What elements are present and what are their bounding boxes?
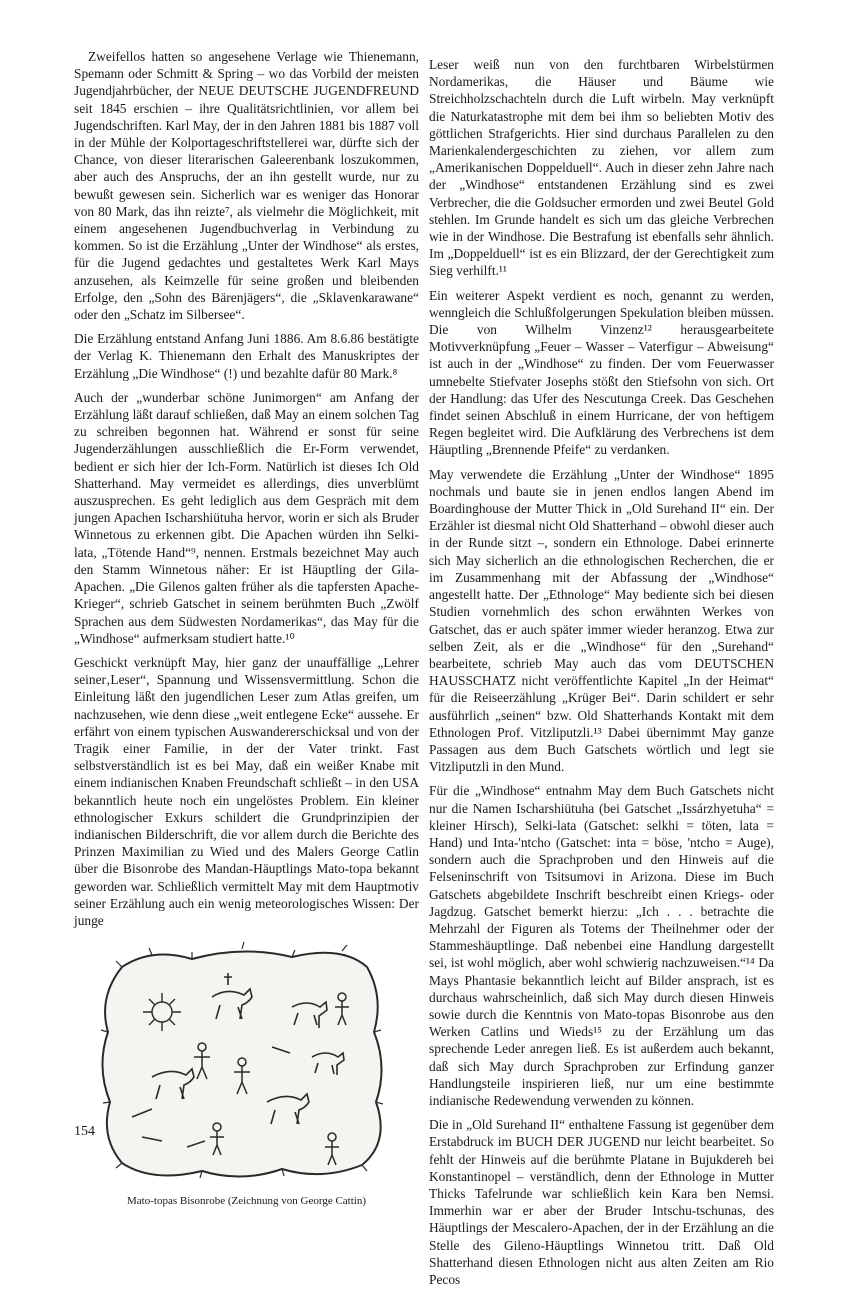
page-number: 154: [74, 1124, 95, 1139]
paragraph: Die in „Old Surehand II“ enthaltene Fassung ist gegenüber dem Erstabdruck im BUCH DER JUGEND nur leicht bearbeitet. So fehlt der Hinweis auf die berühmte Platane in Bujukdereh bei Konstantinopel – verständlich, denn der Ethnologe in Mutter Thicks Tafelrunde war schließlich kein Kara ben Nemsi. Immerhin war er aber der Bruder Intschu-tschunas, des Häuptlings der Mescalero-Apachen, der in der Erzählung an die Stelle des Gileno-Häuptlings Winnetou tritt. Daß Old Shatterhand diesen Ethnologen nicht aus alten Zeiten am Rio Pecos: [429, 1117, 774, 1288]
paragraph: Geschickt verknüpft May, hier ganz der unauffällige „Lehrer seiner‚Leser“, Spannung und Wissensvermittlung. Schon die Einleitung läßt den jugendlichen Leser zum Atlas greifen, um nachzusehen, wie denn diese „weit entlegene Ecke“ aussehe. Er erfährt von einem typischen Auswandererschicksal und von der Tragik einer Familie, in der der Vater trinkt. Fast selbstverständlich ist es bei May, daß ein weißer Knabe mit einem indianischen Knaben Freundschaft schließt – in den USA bekanntlich heute noch ein ungelöstes Problem. Ein kleiner ethnologischer Exkurs schildert die Grundprinzipien der indianischen Bilderschrift, die vor allem durch die Berichte des Prinzen Maximilian zu Wied und des Malers George Catlin über die Bisonrobe des Mandan-Häuptlings Mato-topa bekannt geworden war. Schließlich vermittelt May mit dem Hauptmotiv seiner Erzählung auch ein wenig meteorologisches Wissen: Der junge: [74, 654, 419, 928]
paragraph: Ein weiterer Aspekt verdient es noch, genannt zu werden, wenngleich die Schlußfolgerungen Spekulation bleiben müssen. Die von Wilhelm Vinzenz¹² herausgearbeitete Motivverknüpfung „Feuer – Wasser – Vaterfigur – Abweisung“ ist auch in der „Windhose“ zu finden. Der vom Feuerwasser umnebelte Stiefvater Josephs stößt den Stiefsohn von sich. Ort der Handlung: das Ufer des Nescutunga Creek. Das Geschehen findet seinen Abschluß in einem Hurricane, der von heftigem Regen begleitet wird. Die Aufklärung des Verbrechens ist dem Häuptling „Brennende Pfeife“ zu verdanken.: [429, 287, 774, 458]
paragraph: Auch der „wunderbar schöne Junimorgen“ am Anfang der Erzählung läßt darauf schließen, daß May an einem solchen Tag zu schreiben begonnen hat. Während er sonst für seine Jugenderzählungen ausschließlich die Er-Form verwendet, bedient er sich hier der Ich-Form. Natürlich ist dieses Ich Old Shatterhand. May vermeidet es allerdings, dies unverblümt auszusprechen. Es geht lediglich aus dem Gespräch mit dem jungen Apachen Ischarshiütuha hervor, worin er sich als Bruder Winnetous zu erkennen gibt. Die Apachen würden ihn Selki-lata, „Tötende Hand“⁹, nennen. Erstmals bezeichnet May auch den Stamm Winnetous näher: Er ist Häuptling der Gila-Apachen. „Die Gilenos galten früher als die tapfersten Apache-Krieger“, schrieb Gatschet in seinem berühmten Buch „Zwölf Sprachen aus dem Südwesten Nordamerikas“, das May für die „Windhose“ aufmerksam studiert hatte.¹⁰: [74, 389, 419, 646]
paragraph: Die Erzählung entstand Anfang Juni 1886. Am 8.6.86 bestätigte der Verlag K. Thienemann den Erhalt des Manuskriptes der Erzählung „Die Windhose“ (!) und bezahlte dafür 80 Mark.⁸: [74, 331, 419, 381]
figure-caption: Mato-topas Bisonrobe (Zeichnung von George Cattin): [127, 1195, 366, 1208]
bison-robe-illustration: [92, 937, 392, 1187]
right-column: [429, 56, 774, 1295]
paragraph: Zweifellos hatten so angesehene Verlage wie Thienemann, Spemann oder Schmitt & Spring – wo das Vorbild der meisten Jugendjahrbücher, der NEUE DEUTSCHE JUGENDFREUND seit 1845 erschien – ihre Qualitätsrichtlinien, vor allem bei Jugendschriften. Karl May, der in den Jahren 1881 bis 1887 voll in der Mühle der Kolportageschriftstellerei war, dürfte sich der Chance, von dieser literarischen Galeerenbank loszukommen, aber auch des Anspruchs, der an ihn gestellt wurde, nur zu bewußt gewesen sein. Sicherlich war es weniger das Honorar von 80 Mark, das ihn reizte⁷, als vielmehr die Möglichkeit, mit einem angesehenen Jugendbuchverlag in Verbindung zu kommen. So ist die Erzählung „Unter der Windhose“ als erstes, für die Jugend gedachtes und gestaltetes Werk Karl Mays anzusehen, als Keimzelle für seine großen und bleibenden Erfolge, den „Sohn des Bärenjägers“, die „Sklavenkarawane“ oder den „Schatz im Silbersee“.: [74, 49, 419, 323]
paragraph: May verwendete die Erzählung „Unter der Windhose“ 1895 nochmals und baute sie in jenen endlos langen Abend im Boardinghouse der Mutter Thick in „Old Surehand II“ ein. Der Erzähler ist diesmal nicht Old Shatterhand – obwohl dieser auch in der Runde sitzt –, sondern ein Ethnologe. Dabei erinnerte sich May sicherlich an die ethnologischen Recherchen, die er im Zusammenhang mit der Abfassung der „Windhose“ angestellt hatte. Der „Ethnologe“ May bediente sich bei diesen Studien vornehmlich des schon erwähnten Werkes von Gatschet, das er auch später immer wieder heranzog. Etwa zur selben Zeit, als er die „Windhose“ für den „Surehand“ bearbeitete, schrieb May auch das vom DEUTSCHEN HAUSSCHATZ nicht veröffentlichte Kapitel „In der Heimat“ für die Reiseerzählung „Krüger Bei“. Darin schildert er sehr ausführlich „seinen“ bzw. Old Shatterhands Kontakt mit dem Ethnologen Prof. Vitzliputzli.¹³ Dabei übernimmt May ganze Passagen aus dem Buch Gatschets wörtlich und legt sie Vitzliputzli in den Mund.: [429, 466, 774, 775]
paragraph: Für die „Windhose“ entnahm May dem Buch Gatschets nicht nur die Namen Ischarshiütuha (bei Gatschet „Issárzhyetuha“ = kleiner Hirsch), Selki-lata (Gatschet: selkhi = töten, lata = Hand) und Inta-'ntcho (Gatschet: inta = böse, 'ntcho = Auge), sondern auch die Sprachproben und den Hinweis auf die Felseninschrift von Tsitsumovi in Arizona. Diese im Buch Gatschets abgebildete Inschrift beschreibt einen Kriegs- oder Jagdzug. Gatschet bemerkt hierzu: „Ich . . . betrachte die Mehrzahl der Figuren als Totems der Theilnehmer oder der Stammeshäuptlinge. Daß nebenbei eine Handlung dargestellt sei, ist wohl möglich, aber wohl schwierig nachzuweisen.“¹⁴ Da Mays Phantasie bekanntlich leicht auf Bilder ansprach, ist es durchaus wahrscheinlich, daß sich May durch diesen Hinweis sowie durch die Kenntnis von Mato-topas Bisonrobe aus den Werken Catlins und Wieds¹⁵ zu der Erzählung um das sprechende Leder anregen ließ. Es ist außerdem auch bekannt, daß sich May durch Sprachproben zur Erfindung ganzer Handlungsteile inspirieren ließ, nur um eine bestimmte indianische Redewendung verwenden zu können.: [429, 783, 774, 1108]
paragraph: Leser weiß nun von den furchtbaren Wirbelstürmen Nordamerikas, die Häuser und Bäume wie Streichholzschachteln durch die Luft wirbeln. May verknüpft die Naturkatastrophe mit dem bei ihm so beliebten Motiv des göttlichen Strafgerichts. Hier sind durchaus Parallelen zu den Marienkalendergeschichten zu ziehen, vor allem zum „Amerikanischen Doppelduell“. Auch in dieser zehn Jahre nach der „Windhose“ entstandenen Erzählung sind es zwei Verbrecher, die die Goldsucher ermorden und zwei Beutel Gold stehlen. Im Grunde handelt es sich um das gleiche Verbrechen wie in der Windhose. Die Bestrafung ist ebenfalls sehr ähnlich. Im „Doppelduell“ ist es ein Blizzard, der der Gerechtigkeit zum Sieg verhilft.¹¹: [429, 57, 774, 279]
figure-bison-robe: [74, 937, 419, 1210]
left-column: [74, 48, 419, 1210]
